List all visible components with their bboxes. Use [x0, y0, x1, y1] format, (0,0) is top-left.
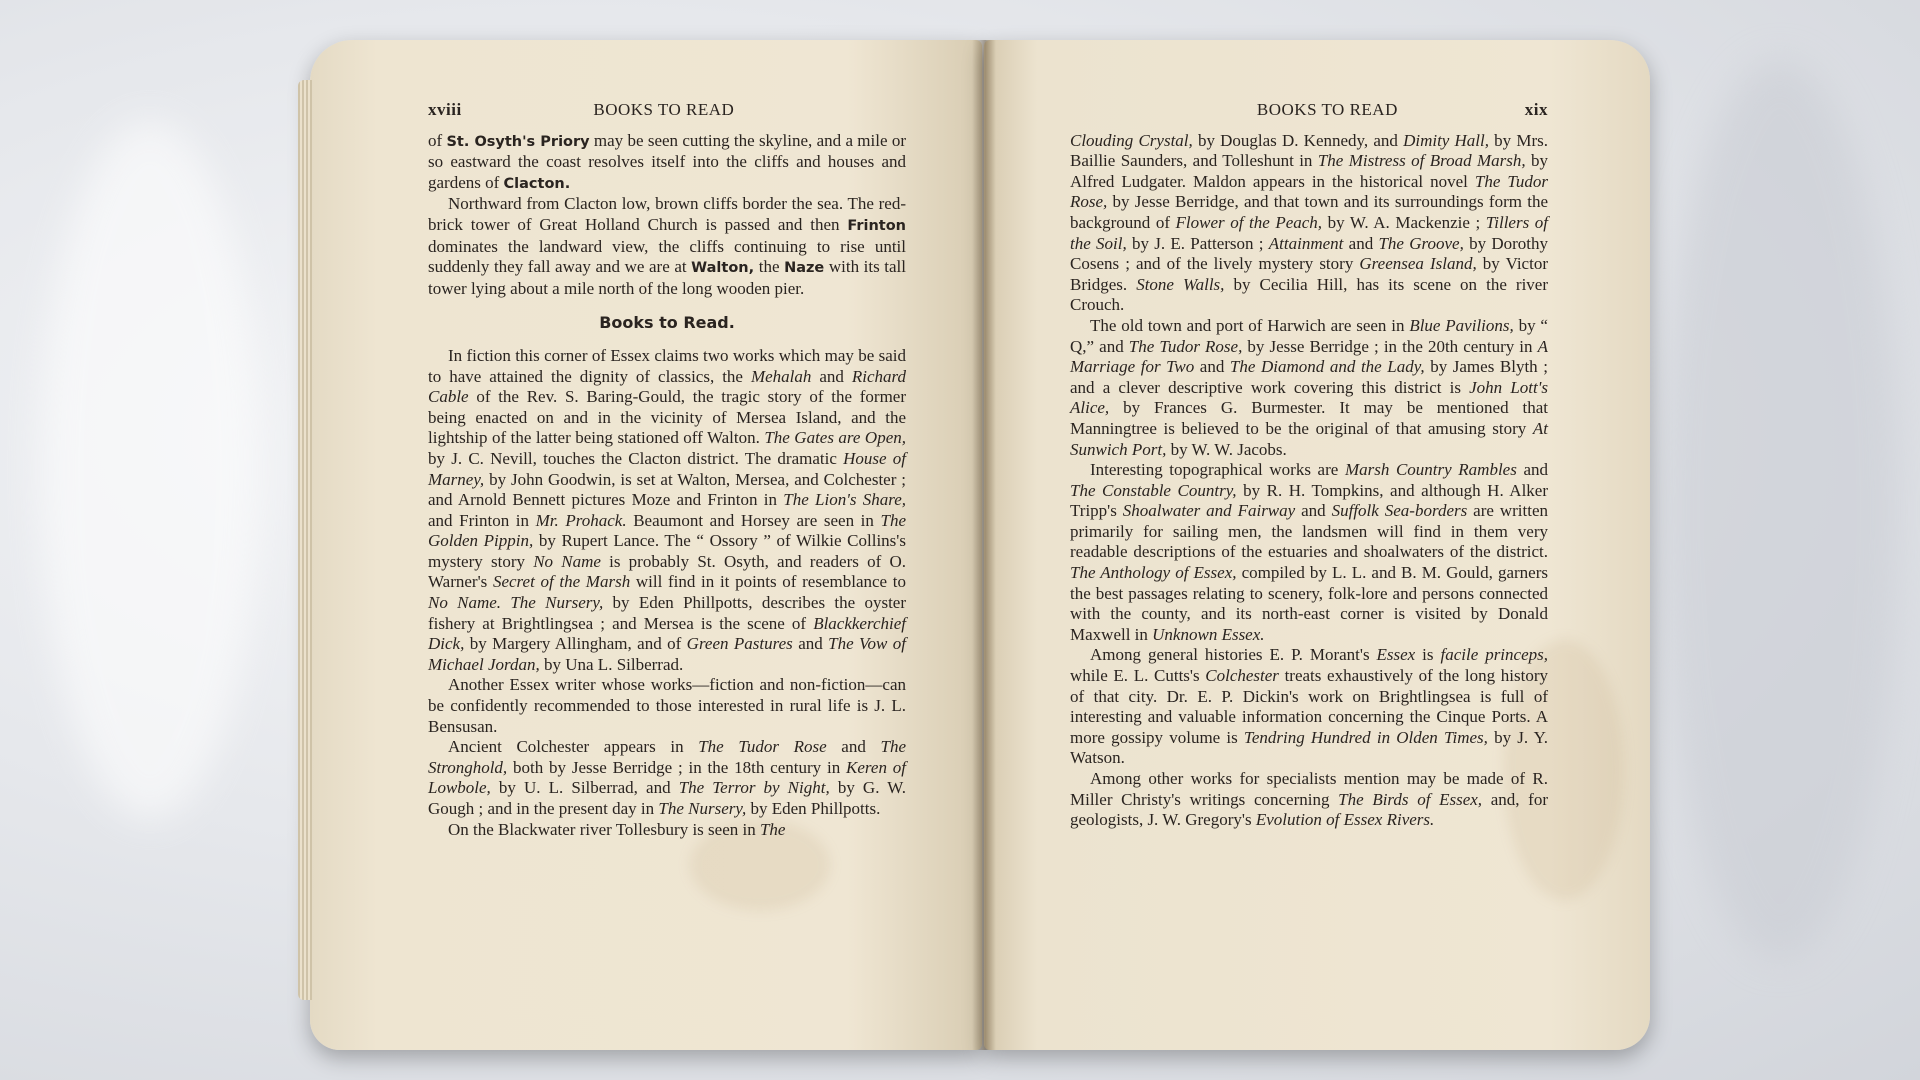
book-title: The Mistress of Broad Marsh,: [1317, 151, 1526, 171]
book-title: The Diamond and the Lady,: [1229, 357, 1425, 377]
text-run: by Margery Allingham, and of: [464, 634, 687, 654]
text-run: Among general histories E. P. Morant's: [1090, 645, 1377, 665]
book-title: No Name: [533, 551, 601, 571]
text-run: and: [826, 737, 881, 757]
text-run: by Cecilia Hill, has its scene on the river Crouch.: [1070, 274, 1548, 315]
text-run: by W. A. Mackenzie ;: [1322, 212, 1486, 232]
book-title: Unknown Essex.: [1152, 624, 1265, 644]
text-run: compiled by L. L. and B. M. Gould, garners the best passages relating to scenery, folk-lore and persons connected with the county, and its north-east corner is visited by Donald Maxwell in: [1070, 563, 1548, 644]
text-run: Interesting topographical works are: [1090, 460, 1345, 480]
book-title: Evolution of Essex Rivers.: [1255, 810, 1435, 830]
book-title: The Lion's Share,: [783, 490, 907, 510]
text-run: by Mrs. Baillie Saunders, and Tolleshunt in: [1070, 130, 1548, 171]
book-title: John Lott's Alice,: [1070, 377, 1548, 418]
book-title: The: [759, 819, 786, 839]
text-run: of: [428, 130, 447, 150]
book-title: At Sunwich Port,: [1070, 418, 1548, 459]
book-title: Marsh Country Rambles: [1344, 460, 1517, 480]
place-name: Walton,: [691, 260, 755, 277]
book-title: The Vow of Michael Jordan,: [428, 634, 906, 674]
text-run: are written primarily for sailing men, the landsmen will find in them very readable descriptions of the estuaries and shoalwaters of the district.: [1070, 501, 1548, 562]
book-title: The Nursery,: [658, 799, 747, 818]
text-run: by Victor Bridges.: [1070, 254, 1548, 294]
book-title: Richard Cable: [428, 366, 907, 407]
text-run: by Jesse Berridge ; in the 20th century in: [1242, 336, 1538, 356]
paragraph: [428, 194, 906, 299]
text-run: and Frinton in: [428, 510, 536, 530]
book-title: Stone Walls,: [1136, 274, 1225, 294]
text-run: by Jesse Berridge, and that town and its surroundings form the background of: [1070, 192, 1548, 232]
book-title: The Tudor Rose: [698, 737, 827, 757]
text-run: may be seen cutting the skyline, and a mile or so eastward the coast resolves itself into the cliffs and houses and gardens of: [428, 130, 906, 192]
text-run: The old town and port of Harwich are seen in: [1090, 315, 1410, 335]
text-run: the: [754, 257, 785, 277]
book-title: facile princeps,: [1440, 645, 1548, 665]
book-title: The Constable Country,: [1070, 480, 1237, 500]
book-title: Tendring Hundred in Olden Times,: [1243, 727, 1488, 747]
text-run: by Eden Phillpotts, describes the oyster fishery at Brightlingsea ; and Mersea is the scene of: [428, 593, 906, 633]
open-book: [310, 40, 1650, 1050]
place-name: Naze: [784, 260, 825, 277]
book-title: House of Marney,: [428, 448, 906, 489]
book-title: No Name. The Nursery,: [428, 593, 604, 613]
page-number: xix: [1524, 100, 1548, 119]
text-run: by Eden Phillpotts.: [746, 799, 881, 818]
text-run: by U. L. Silberrad, and: [490, 778, 679, 798]
paragraph: [1070, 460, 1548, 645]
book-title: The Gates are Open,: [764, 428, 906, 448]
text-run: by Dorothy Cosens ; and of the lively mystery story: [1070, 233, 1549, 274]
book-title: Green Pastures: [686, 634, 793, 654]
text-run: and: [792, 634, 829, 654]
paragraph: [1070, 316, 1548, 460]
text-run: and: [811, 366, 852, 386]
book-title: Tillers of the Soil,: [1070, 212, 1548, 253]
text-run: On the Blackwater river Tollesbury is seen in: [448, 819, 760, 839]
text-run: is probably St. Osyth, and readers of O. Warner's: [428, 551, 906, 592]
text-run: Beaumont and Horsey are seen in: [626, 510, 881, 530]
book-title: Attainment: [1268, 233, 1344, 253]
text-run: Ancient Colchester appears in: [448, 737, 699, 757]
text-run: and: [1295, 501, 1332, 521]
book-title: Secret of the Marsh: [492, 572, 631, 592]
right-page-text: [1070, 100, 1548, 831]
text-run: and: [1194, 357, 1230, 377]
paragraph: [1070, 131, 1548, 316]
text-run: by “ Q,” and: [1070, 315, 1548, 356]
text-run: In fiction this corner of Essex claims two works which may be said to have attained the dignity of classics, the: [428, 345, 906, 386]
text-run: by Douglas D. Kennedy, and: [1192, 130, 1404, 150]
text-run: by Una L. Silberrad.: [539, 654, 684, 674]
book-title: The Tudor Rose,: [1070, 171, 1548, 212]
book-title: The Terror by Night,: [678, 778, 830, 798]
cloth-fold: [40, 120, 260, 820]
book-title: The Golden Pippin,: [428, 510, 906, 551]
book-gutter: [972, 40, 996, 1050]
text-run: dominates the landward view, the cliffs continuing to rise until suddenly they fall away and we are at: [428, 236, 906, 277]
book-title: The Tudor Rose,: [1128, 336, 1243, 356]
text-run: while E. L. Cutts's: [1070, 666, 1206, 686]
book-title: Keren of Lowbole,: [428, 757, 906, 798]
text-run: will find in it points of resemblance to: [630, 572, 906, 592]
running-title: BOOKS TO READ: [1256, 100, 1398, 119]
page-edges: [298, 80, 312, 1000]
text-run: by G. W. Gough ; and in the present day in: [428, 778, 906, 818]
text-run: by J. C. Nevill, touches the Clacton district. The dramatic: [428, 448, 844, 468]
section-heading: Books to Read.: [599, 313, 735, 333]
book-title: Shoalwater and Fairway: [1122, 501, 1296, 521]
paragraph: [428, 131, 906, 195]
text-run: of the Rev. S. Baring-Gould, the tragic story of the former being enacted on and in the vicinity of Mersea Island, and the lightship of the latter being stationed off Walton.: [428, 387, 906, 448]
book-title: Mehalah: [750, 366, 812, 386]
running-head: [1070, 100, 1548, 121]
left-page: [310, 40, 982, 1050]
book-title: The Stronghold,: [428, 737, 906, 777]
book-title: Colchester: [1205, 666, 1279, 686]
paragraph: [428, 737, 906, 819]
text-run: Among other works for specialists mention may be made of R. Miller Christy's writings concerning: [1070, 769, 1548, 809]
text-run: by W. W. Jacobs.: [1166, 439, 1287, 459]
text-run: by Alfred Ludgater. Maldon appears in the historical novel: [1070, 151, 1548, 191]
text-run: and: [1343, 233, 1379, 253]
paragraph: [1070, 769, 1548, 831]
book-title: Flower of the Peach,: [1175, 212, 1323, 232]
book-title: Blue Pavilions,: [1409, 315, 1514, 335]
text-run: is: [1415, 645, 1441, 665]
left-page-text: [428, 100, 906, 840]
text-run: by J. Y. Watson.: [1070, 727, 1548, 768]
text-run: both by Jesse Berridge ; in the 18th century in: [507, 757, 847, 777]
text-run: by Rupert Lance. The “ Ossory ” of Wilkie Collins's mystery story: [428, 531, 906, 571]
text-run: and, for geologists, J. W. Gregory's: [1070, 789, 1548, 830]
paragraph: [428, 675, 906, 737]
book-title: The Birds of Essex,: [1338, 789, 1483, 809]
text-run: Northward from Clacton low, brown cliffs border the sea. The red-brick tower of Great Holland Church is passed and then: [428, 194, 906, 234]
text-run: by J. E. Patterson ;: [1126, 233, 1269, 253]
place-name: Frinton: [847, 217, 906, 234]
book-title: Clouding Crystal,: [1070, 130, 1193, 150]
place-name: St. Osyth's Priory: [446, 133, 590, 150]
book-title: Mr. Prohack.: [535, 510, 627, 530]
place-name: Clacton.: [503, 175, 571, 192]
page-number: xviii: [428, 100, 462, 119]
book-title: The Anthology of Essex,: [1070, 563, 1237, 583]
text-run: Another Essex writer whose works—fiction and non-fiction—can be confidently recommended to those interested in rural life is J. L. Bensusan.: [428, 675, 906, 736]
text-run: by Frances G. Burmester. It may be mentioned that Manningtree is believed to be the original of that amusing story: [1070, 398, 1548, 438]
book-title: The Groove,: [1378, 233, 1464, 253]
book-title: Greensea Island,: [1359, 254, 1477, 274]
running-title: BOOKS TO READ: [593, 100, 735, 119]
text-run: by James Blyth ; and a clever descriptive work covering this district is: [1070, 357, 1548, 397]
book-title: Blackkerchief Dick,: [428, 613, 906, 654]
text-run: treats exhaustively of the long history of that city. Dr. E. P. Dickin's work on Brightlingsea is full of interesting and valuable information concerning the Cinque Ports. A more gossipy volume is: [1070, 666, 1548, 747]
text-run: with its tall tower lying about a mile north of the long wooden pier.: [428, 257, 906, 298]
cloth-fold: [1660, 60, 1900, 960]
text-run: and: [1516, 460, 1548, 480]
book-title: Suffolk Sea-borders: [1331, 501, 1468, 521]
paragraph: [428, 346, 906, 676]
paragraph: [428, 820, 906, 841]
book-title: Dimity Hall,: [1403, 130, 1489, 150]
book-title: Essex: [1376, 645, 1416, 665]
right-page: [984, 40, 1650, 1050]
running-head: [428, 100, 906, 121]
text-run: by R. H. Tompkins, and although H. Alker Tripp's: [1070, 480, 1549, 521]
text-run: by John Goodwin, is set at Walton, Mersea, and Colchester ; and Arnold Bennett pictures Moze and Frinton in: [428, 469, 906, 510]
book-title: A Marriage for Two: [1070, 336, 1548, 377]
paragraph: [1070, 645, 1548, 769]
